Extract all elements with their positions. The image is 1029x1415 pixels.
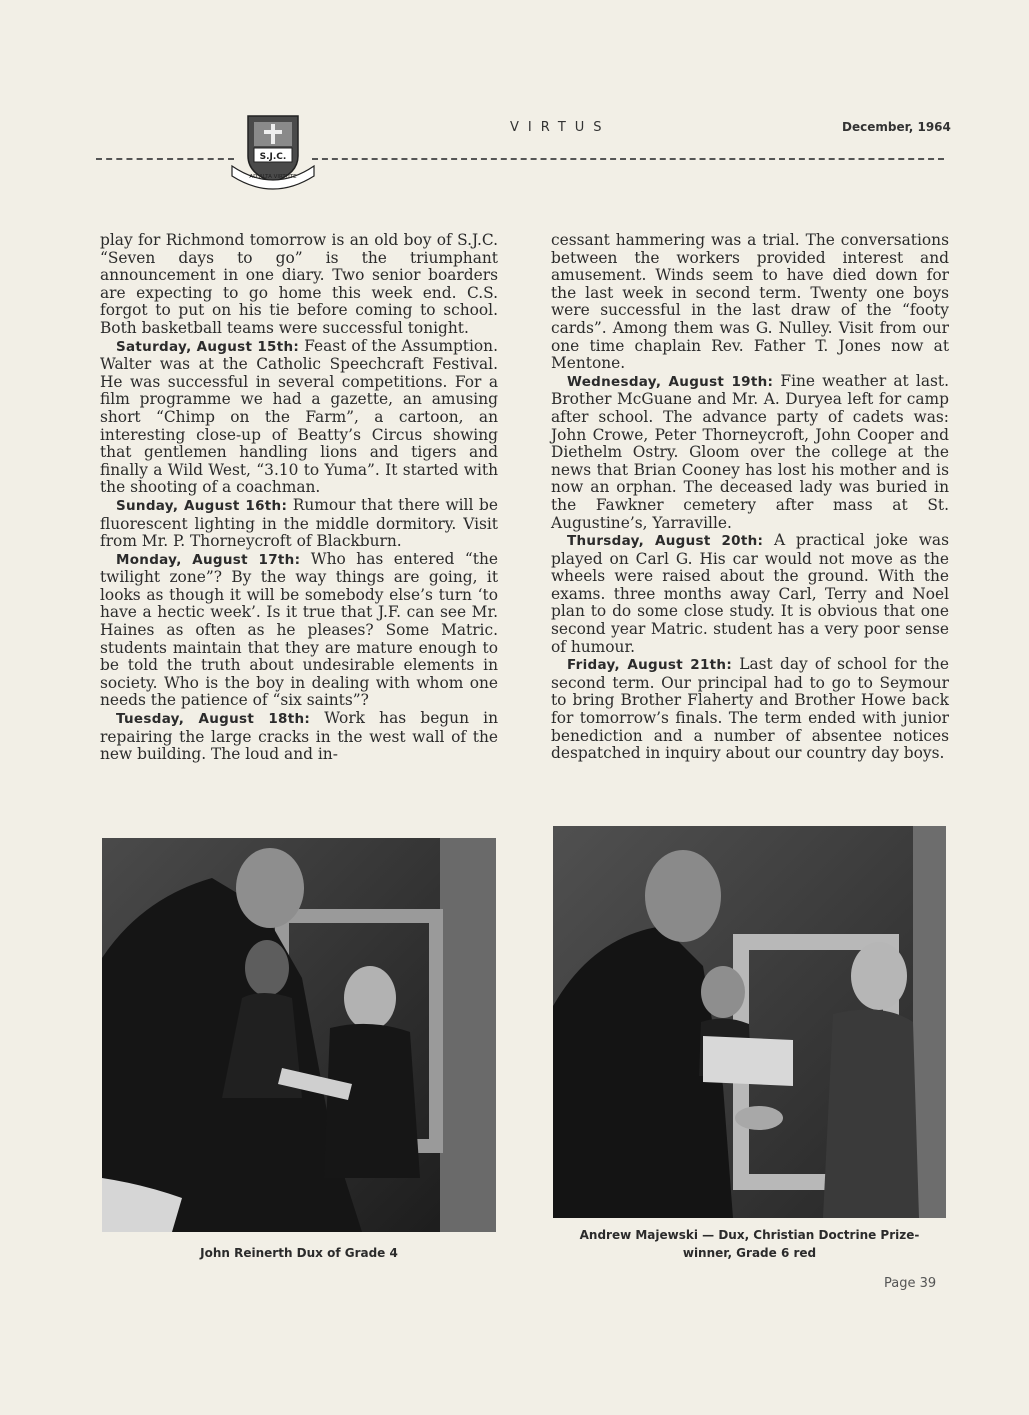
diary-entry-monday: Monday, August 17th: Who has entered “the twilight zone”? By the way things are going, it looks as though it will be somebody else’s turn ‘to have a hectic week’. Is it true that J.F. can see Mr. Haines as often as he pleases? Some Matric. students maintain that they are mature enough to be told the truth about undesirable elements in society. Who is the boy in dealing with whom one needs the patience of “six saints”? — [100, 549, 498, 710]
header-rule-left — [96, 158, 234, 160]
photo-right-image — [553, 826, 946, 1218]
crest-monogram: S.J.C. — [259, 152, 287, 162]
diary-entry-thursday: Thursday, August 20th: A practical joke was played on Carl G. His car would not move as the wheels were raised about the ground. With the exams. three months away Carl, Terry and Noel plan to do some close study. It is obvious that one second year Matric. student has a very poor sense of humour. — [551, 531, 950, 656]
diary-entry-wednesday: Wednesday, August 19th: Fine weather at last. Brother McGuane and Mr. A. Duryea left for camp after school. The advance party of cadets was: John Crowe, Peter Thorneycroft, John Cooper and Diethelm Ostry. Gloom over the college at the news that Brian Cooney has lost his mother and is now an orphan. The deceased lady was buried in the Fawkner cemetery after mass at St. Augustine’s, Yarraville. — [551, 371, 949, 532]
crest-motto: AD ALTA VIRTUTE — [249, 174, 297, 180]
diary-column-left — [100, 232, 498, 764]
header-rule-right — [312, 158, 944, 160]
photo-prize-presentation-left — [102, 838, 496, 1232]
diary-entry-tuesday: Tuesday, August 18th: Work has begun in repairing the large cracks in the west wall of the new building. The loud and in- — [100, 709, 498, 764]
diary-entry-sunday: Sunday, August 16th: Rumour that there will be fluorescent lighting in the middle dormitory. Visit from Mr. P. Thorneycroft of Blackburn. — [100, 495, 499, 551]
issue-date: December, 1964 — [842, 120, 951, 134]
diary-paragraph: cessant hammering was a trial. The conversations between the workers provided interest and amusement. Winds seem to have died down for the last week in second term. Twenty one boys were successful in the last draw of the “footy cards”. Among them was G. Nulley. Visit from our one time chaplain Rev. Father T. Jones now at Mentone. — [551, 231, 949, 373]
school-crest-icon — [230, 110, 316, 190]
magazine-title: VIRTUS — [510, 120, 611, 135]
entry-heading: Thursday, August 20th: — [567, 533, 764, 550]
entry-heading: Friday, August 21th: — [567, 657, 733, 674]
diary-entry-saturday: Saturday, August 15th: Feast of the Assumption. Walter was at the Catholic Speechcraft Festival. He was successful in several competitions. For a film programme we had a gazette, an amusing short “Chimp on the Farm”, a cartoon, an interesting close-up of Beatty’s Circus showing that gentlemen handling lions and tigers and finally a Wild West, “3.10 to Yuma”. It started with the shooting of a coachman. — [100, 336, 498, 497]
entry-heading: Saturday, August 15th: — [116, 338, 300, 355]
caption-left: John Reinerth Dux of Grade 4 — [200, 1246, 398, 1260]
diary-paragraph: play for Richmond tomorrow is an old boy of S.J.C. “Seven days to go” is the triumphant announcement in one diary. Two senior boarders are expecting to go home this week end. C.S. forgot to put on his tie before coming to school. Both basketball teams were successful tonight. — [100, 231, 498, 337]
caption-right-line-1: Andrew Majewski — Dux, Christian Doctrine Prize- — [579, 1228, 920, 1242]
diary-entry-friday: Friday, August 21th: Last day of school for the second term. Our principal had to go to Seymour to bring Brother Flaherty and Brother Howe back for tomorrow’s finals. The term ended with junior benediction and a number of absentee notices despatched in inquiry about our country day boys. — [551, 655, 949, 763]
diary-column-right — [551, 232, 949, 763]
entry-heading: Wednesday, August 19th: — [567, 373, 774, 390]
entry-heading: Sunday, August 16th: — [116, 497, 288, 514]
photo-prize-presentation-right — [553, 826, 946, 1218]
caption-right — [553, 1226, 946, 1262]
entry-heading: Monday, August 17th: — [116, 551, 301, 568]
photo-left-image — [102, 838, 496, 1232]
caption-right-line-2: winner, Grade 6 red — [682, 1246, 817, 1260]
page-header — [0, 0, 1029, 200]
entry-heading: Tuesday, August 18th: — [116, 711, 311, 728]
page-number: Page 39 — [884, 1276, 937, 1291]
